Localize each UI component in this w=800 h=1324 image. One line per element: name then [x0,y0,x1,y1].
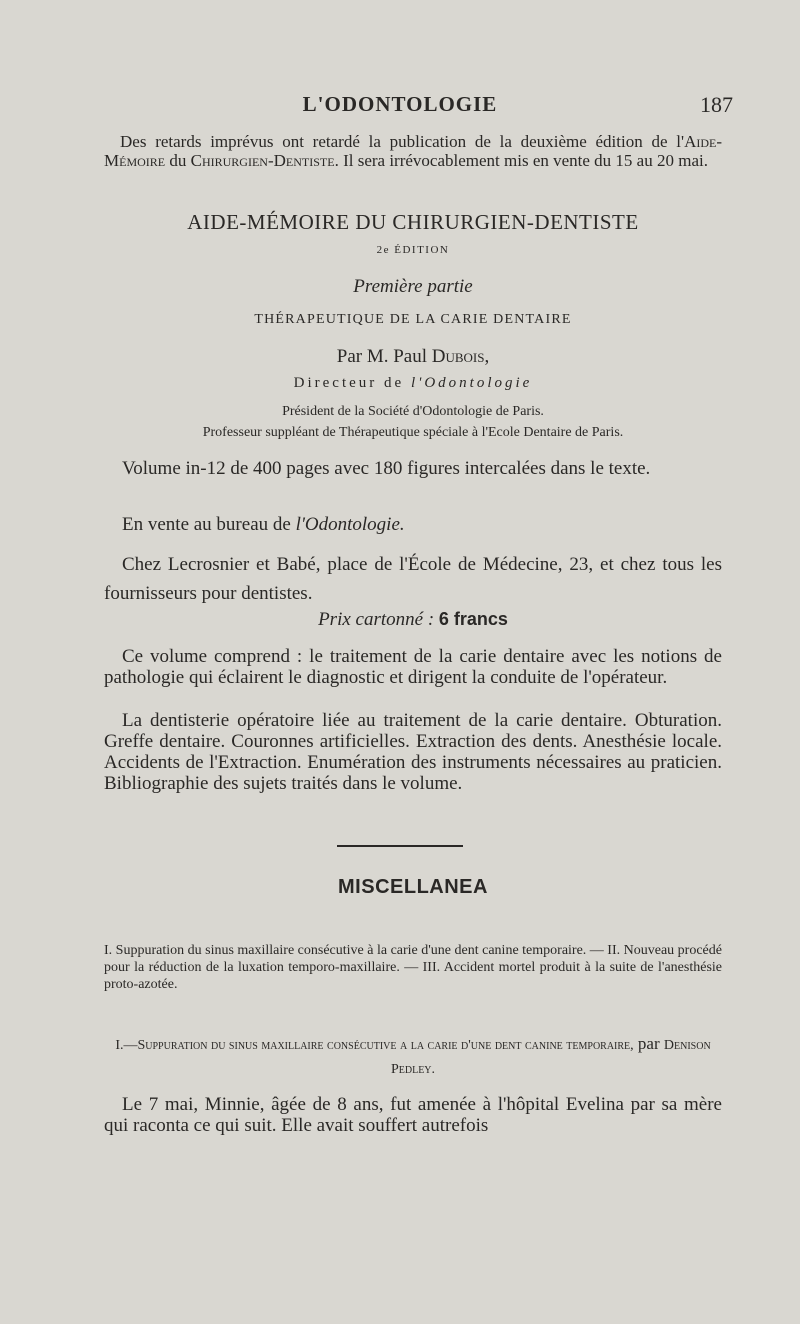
book-part: Première partie [353,276,473,297]
author-suffix: , [484,346,490,367]
running-header-title: L'ODONTOLOGIE [302,92,498,116]
author-role [104,375,722,392]
book-title: AIDE-MÉMOIRE DU CHIRURGIEN-DENTISTE [187,210,639,234]
miscellanea-heading: MISCELLANEA [338,876,488,898]
role-prefix: Directeur de [293,375,411,391]
section-author-prefix: par [633,1034,664,1053]
volume-description: Volume in-12 de 400 pages avec 180 figures intercalées dans le texte. [122,458,651,479]
volume-contents-intro: Ce volume comprend : le traitement de la carie dentaire avec les notions de pathologie qui éclairent le diagnostic et dirigent la conduite de l'opérateur. [104,646,722,688]
notice-text-mid: du [165,151,191,170]
distributors: Chez Lecrosnier et Babé, place de l'École de Médecine, 23, et chez tous les fournisseurs pour dentistes. [104,554,722,604]
role-journal: l'Odontologie [410,375,533,391]
price-value: 6 francs [438,609,508,629]
author-prefix: Par M. Paul [336,346,432,367]
section-divider [337,845,463,847]
notice-title-chirurgien: Chirurgien-Dentiste [190,151,335,170]
publication-delay-notice [104,132,722,170]
notice-text-before: Des retards imprévus ont retardé la publication de la deuxième édition de l' [120,132,685,151]
author-professor: Professeur suppléant de Thérapeutique spéciale à l'Ecole Dentaire de Paris. [202,425,624,440]
notice-text-after: . Il sera irrévocablement mis en vente du 15 au 20 mai. [334,151,708,170]
notice-title-aide-memoire: Aide-Mémoire [104,132,722,170]
book-author [104,346,722,368]
price-label: Prix cartonné : [318,609,439,630]
page-number: 187 [700,92,733,117]
author-president: Président de la Société d'Odontologie de Paris. [282,404,544,419]
section-author: Denison Pedley. [390,1038,711,1077]
section-heading [104,1032,722,1082]
miscellanea-summary: I. Suppuration du sinus maxillaire consécutive à la carie d'une dent canine temporaire. — II. Nouveau procédé pour la réduction de la luxation temporo-maxillaire. — III. Accident mortel produit à la suite de l'anesthésie proto-azotée. [104,943,722,992]
vente-journal: l'Odontologie. [295,514,405,535]
section-title: I.—Suppuration du sinus maxillaire consécutive a la carie d'une dent canine temporaire, [115,1038,634,1053]
vente-prefix: En vente au bureau de [122,514,296,535]
price-line [104,609,722,631]
author-name: Dubois [431,346,485,367]
book-subject: THÉRAPEUTIQUE DE LA CARIE DENTAIRE [254,312,572,327]
article-body: Le 7 mai, Minnie, âgée de 8 ans, fut amenée à l'hôpital Evelina par sa mère qui raconta ce qui suit. Elle avait souffert autrefois [104,1094,722,1136]
book-edition: 2e ÉDITION [376,244,450,256]
volume-contents-list: La dentisterie opératoire liée au traitement de la carie dentaire. Obturation. Greffe dentaire. Couronnes artificielles. Extraction des dents. Anesthésie locale. Accidents de l'Extraction. Enumération des instruments nécessaires au praticien. Bibliographie des sujets traités dans le volume. [104,710,722,794]
sale-location [104,514,722,536]
